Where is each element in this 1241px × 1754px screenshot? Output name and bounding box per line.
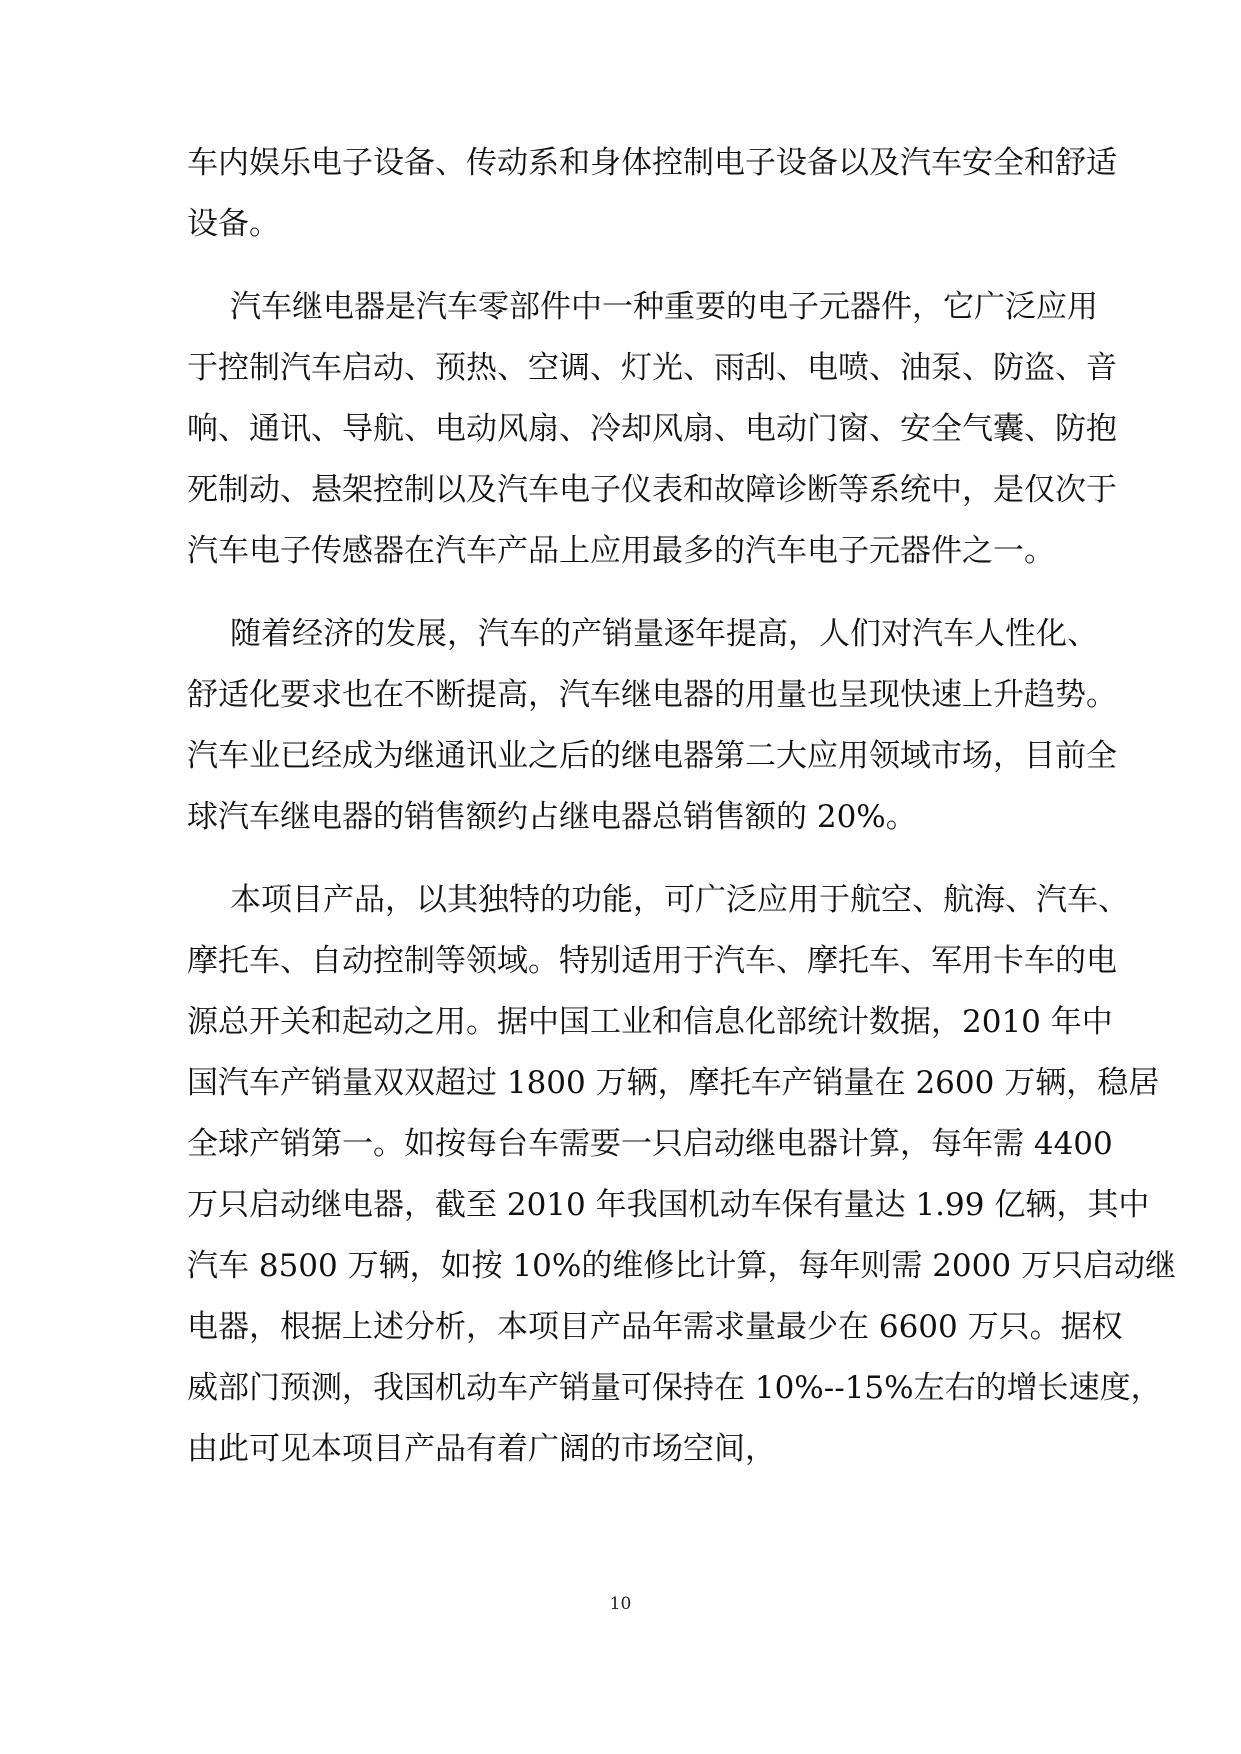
- page-number: 10: [609, 1594, 632, 1614]
- paragraph-4-line-2: 摩托车、自动控制等领域。特别适用于汽车、摩托车、军用卡车的电: [187, 943, 1117, 979]
- paragraph-4-line-8: 电器，根据上述分析，本项目产品年需求量最少在 6600 万只。据权: [187, 1309, 1123, 1345]
- paragraph-2-line-3: 响、通讯、导航、电动风扇、冷却风扇、电动门窗、安全气囊、防抱: [187, 411, 1117, 447]
- paragraph-4-line-5: 全球产销第一。如按每台车需要一只启动继电器计算，每年需 4400: [187, 1126, 1113, 1162]
- paragraph-4-line-6: 万只启动继电器，截至 2010 年我国机动车保有量达 1.99 亿辆，其中: [187, 1187, 1150, 1223]
- paragraph-2-line-2: 于控制汽车启动、预热、空调、灯光、雨刮、电喷、油泵、防盗、音: [187, 350, 1117, 386]
- paragraph-3-line-3: 汽车业已经成为继通讯业之后的继电器第二大应用领域市场，目前全: [187, 738, 1117, 774]
- paragraph-3-line-4: 球汽车继电器的销售额约占继电器总销售额的 20%。: [187, 799, 917, 835]
- paragraph-2-line-1: 汽车继电器是汽车零部件中一种重要的电子元器件，它广泛应用: [230, 289, 1098, 325]
- paragraph-4-line-10: 由此可见本项目产品有着广阔的市场空间，: [187, 1431, 776, 1467]
- paragraph-2-line-4: 死制动、悬架控制以及汽车电子仪表和故障诊断等系统中，是仅次于: [187, 472, 1117, 508]
- paragraph-4-line-7: 汽车 8500 万辆，如按 10%的维修比计算，每年则需 2000 万只启动继: [187, 1248, 1176, 1284]
- paragraph-3-line-1: 随着经济的发展，汽车的产销量逐年提高，人们对汽车人性化、: [230, 616, 1098, 652]
- paragraph-3-line-2: 舒适化要求也在不断提高，汽车继电器的用量也呈现快速上升趋势。: [187, 677, 1117, 713]
- paragraph-1-line-1: 车内娱乐电子设备、传动系和身体控制电子设备以及汽车安全和舒适: [187, 145, 1117, 181]
- paragraph-1-line-2: 设备。: [187, 206, 280, 242]
- paragraph-4-line-9: 威部门预测，我国机动车产销量可保持在 10%--15%左右的增长速度，: [187, 1370, 1162, 1406]
- paragraph-4-line-4: 国汽车产销量双双超过 1800 万辆，摩托车产销量在 2600 万辆，稳居: [187, 1065, 1160, 1101]
- paragraph-2-line-5: 汽车电子传感器在汽车产品上应用最多的汽车电子元器件之一。: [187, 533, 1055, 569]
- paragraph-4-line-1: 本项目产品，以其独特的功能，可广泛应用于航空、航海、汽车、: [230, 882, 1129, 918]
- paragraph-4-line-3: 源总开关和起动之用。据中国工业和信息化部统计数据，2010 年中: [187, 1004, 1113, 1040]
